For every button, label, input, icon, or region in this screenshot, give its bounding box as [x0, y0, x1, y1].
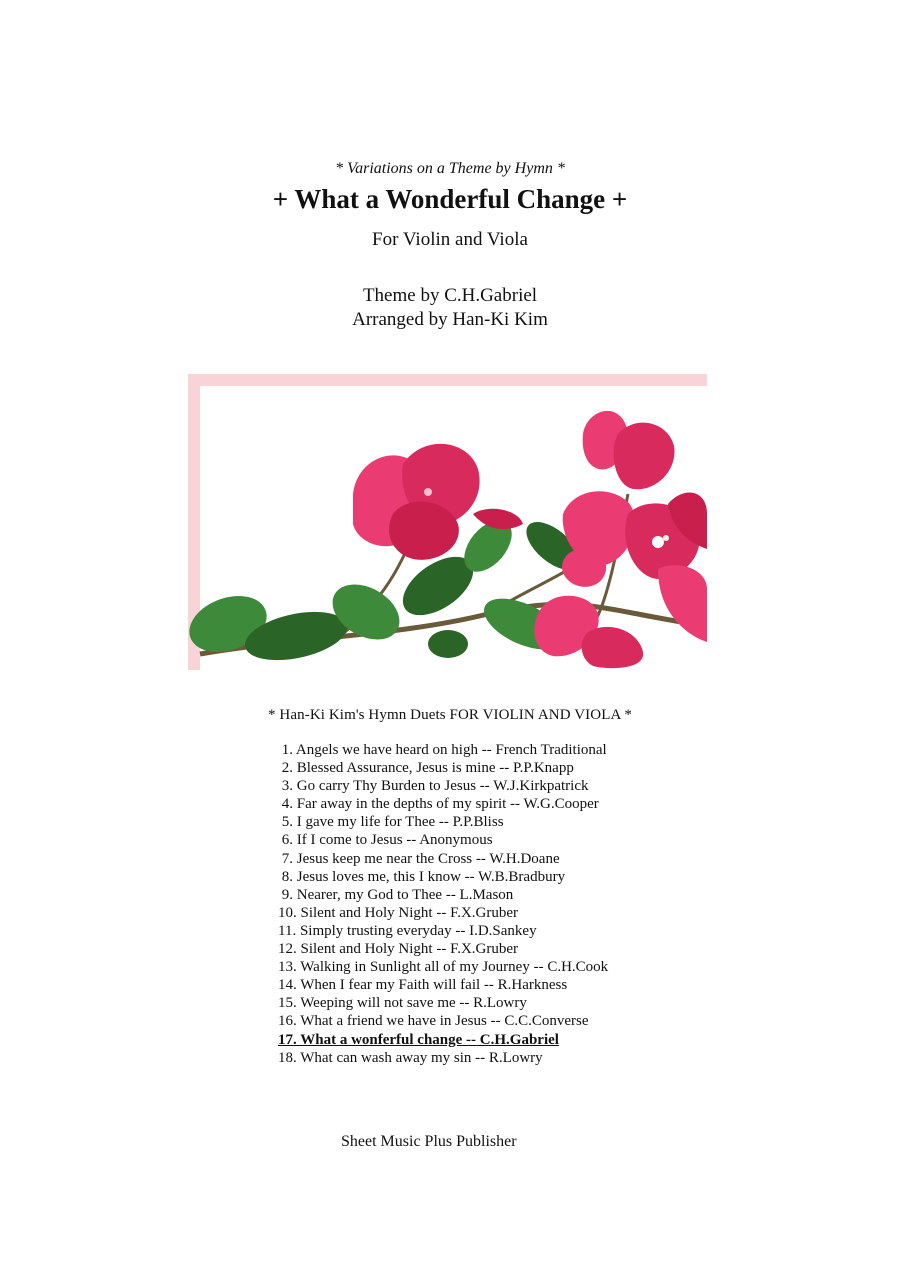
list-item: 1. Angels we have heard on high -- French Traditional — [278, 742, 607, 758]
theme-credit: Theme by C.H.Gabriel — [362, 285, 538, 306]
arranger-credit: Arranged by Han-Ki Kim — [352, 309, 548, 330]
publisher: Sheet Music Plus Publisher — [341, 1133, 517, 1150]
list-item: 2. Blessed Assurance, Jesus is mine -- P.P.Knapp — [278, 760, 574, 777]
list-item: 16. What a friend we have in Jesus -- C.C.Converse — [278, 1013, 589, 1030]
list-item: 13. Walking in Sunlight all of my Journey -- C.H.Cook — [278, 959, 609, 976]
series-heading: * Han-Ki Kim's Hymn Duets FOR VIOLIN AND VIOLA * — [267, 707, 633, 723]
list-item: 9. Nearer, my God to Thee -- L.Mason — [278, 886, 514, 903]
list-item: 18. What can wash away my sin -- R.Lowry — [278, 1049, 543, 1066]
list-item: 4. Far away in the depths of my spirit -- W.G.Cooper — [278, 796, 599, 813]
list-item: 12. Silent and Holy Night -- F.X.Gruber — [278, 941, 519, 958]
list-item: 8. Jesus loves me, this I know -- W.B.Bradbury — [278, 868, 566, 885]
list-item: 10. Silent and Holy Night -- F.X.Gruber — [278, 904, 519, 921]
list-item: 6. If I come to Jesus -- Anonymous — [278, 832, 493, 849]
series-list — [278, 741, 608, 1067]
list-item: 15. Weeping will not save me -- R.Lowry — [278, 995, 527, 1012]
cover-instrumentation: For Violin and Viola — [372, 229, 528, 250]
list-item: 3. Go carry Thy Burden to Jesus -- W.J.Kirkpatrick — [278, 778, 589, 795]
cover-credits — [0, 284, 900, 332]
list-item-current: 17. What a wonferful change -- C.H.Gabriel — [278, 1031, 559, 1048]
list-item: 7. Jesus keep me near the Cross -- W.H.Doane — [278, 850, 560, 867]
cover-title: + What a Wonderful Change + — [272, 184, 628, 214]
list-item: 5. I gave my life for Thee -- P.P.Bliss — [278, 814, 504, 831]
bougainvillea-photo — [188, 374, 707, 670]
cover-subtitle: * Variations on a Theme by Hymn * — [335, 160, 565, 177]
list-item: 14. When I fear my Faith will fail -- R.Harkness — [278, 977, 568, 994]
list-item: 11. Simply trusting everyday -- I.D.Sankey — [278, 922, 537, 939]
